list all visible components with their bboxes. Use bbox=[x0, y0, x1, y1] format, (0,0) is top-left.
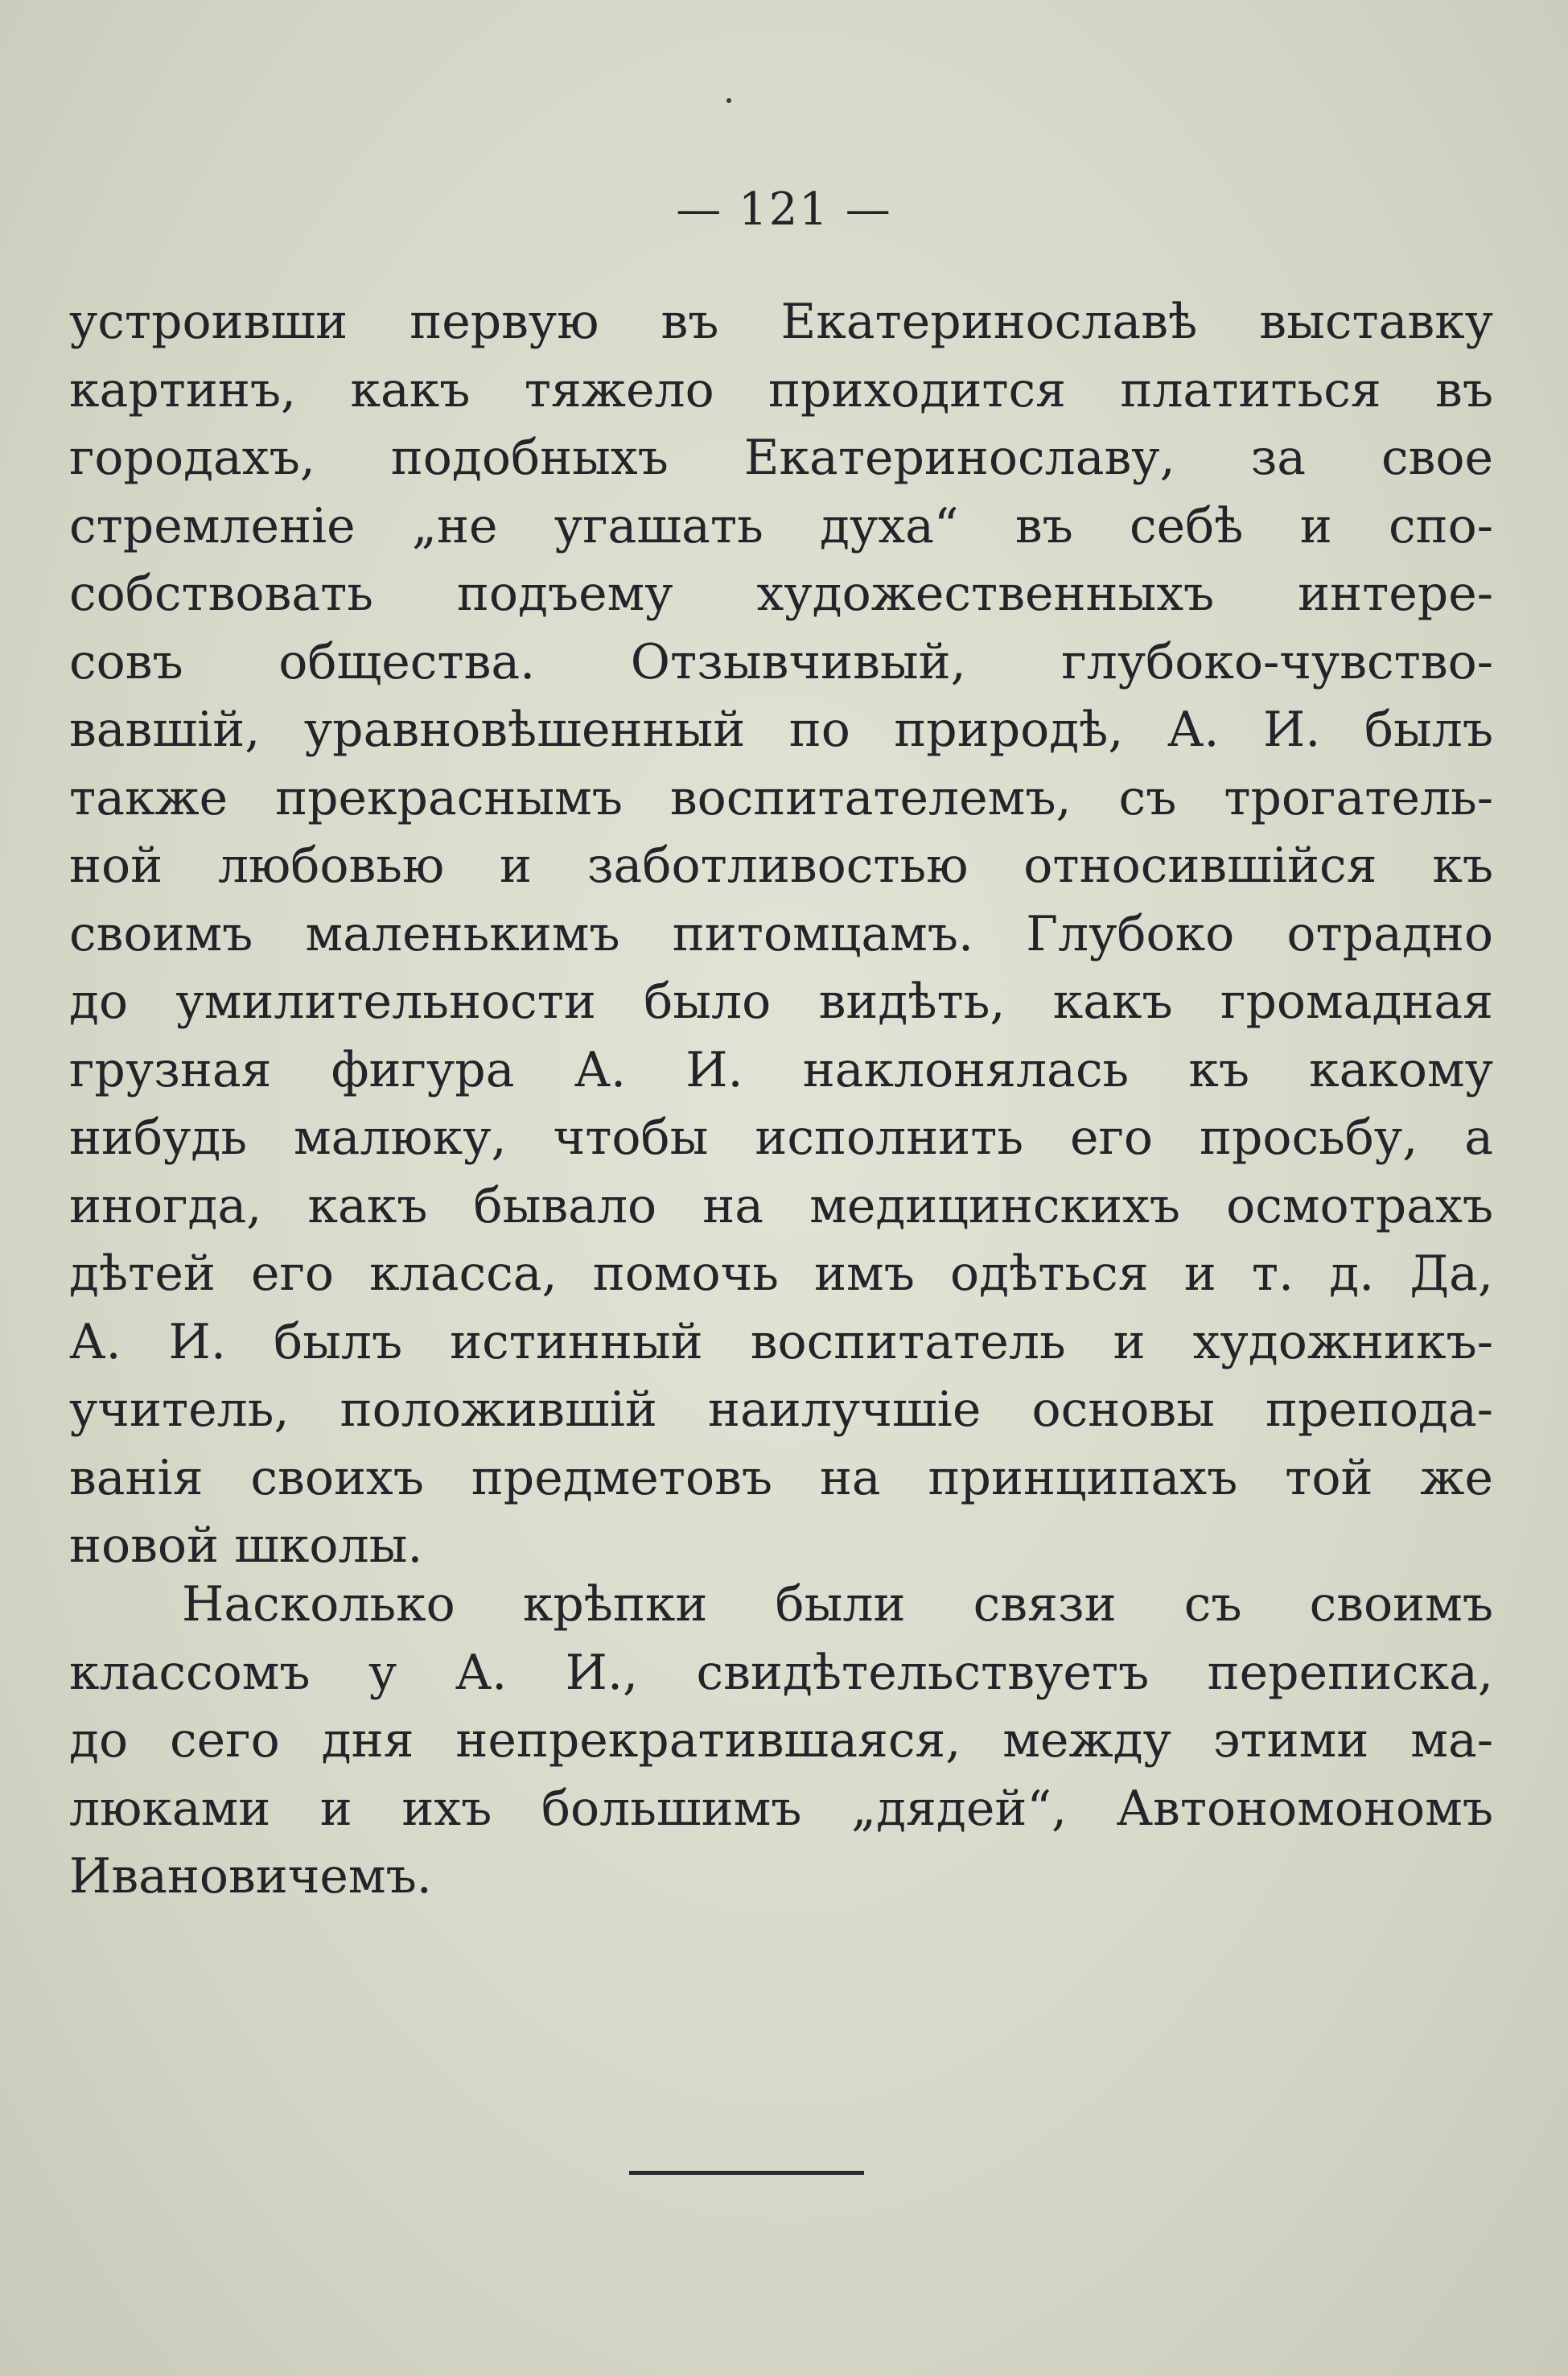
text-line: учитель, положившій наилучшіе основы препода- bbox=[69, 1382, 1493, 1438]
text-line: своимъ маленькимъ питомцамъ. Глубоко отрадно bbox=[69, 905, 1493, 962]
text-line: новой школы. bbox=[69, 1517, 423, 1574]
text-line: Ивановичемъ. bbox=[69, 1848, 432, 1905]
text-line: ной любовью и заботливостью относившійся къ bbox=[69, 838, 1493, 894]
text-line: до сего дня непрекратившаяся, между этими ма- bbox=[69, 1712, 1493, 1769]
end-rule-divider bbox=[629, 2171, 864, 2175]
text-line: люками и ихъ большимъ „дядей“, Автономономъ bbox=[69, 1780, 1493, 1837]
ink-speck bbox=[726, 98, 731, 103]
text-line: устроивши первую въ Екатеринославѣ выставку bbox=[69, 294, 1493, 350]
text-line: Насколько крѣпки были связи съ своимъ bbox=[182, 1576, 1493, 1633]
text-line: нибудь малюку, чтобы исполнить его просьбу, а bbox=[69, 1110, 1493, 1166]
text-line: картинъ, какъ тяжело приходится платиться въ bbox=[69, 361, 1493, 418]
text-line: дѣтей его класса, помочь имъ одѣться и т. д. Да, bbox=[69, 1246, 1493, 1302]
text-line: стремленіе „не угашать духа“ въ себѣ и спо- bbox=[69, 497, 1493, 554]
text-line: классомъ у А. И., свидѣтельствуетъ переписка, bbox=[69, 1644, 1493, 1701]
text-line: городахъ, подобныхъ Екатеринославу, за свое bbox=[69, 430, 1493, 486]
text-line: также прекраснымъ воспитателемъ, съ трогатель- bbox=[69, 769, 1493, 826]
text-line: вавшій, уравновѣшенный по природѣ, А. И. былъ bbox=[69, 702, 1493, 758]
text-line: до умилительности было видѣть, какъ громадная bbox=[69, 974, 1493, 1030]
paragraph-1 bbox=[69, 288, 1493, 1580]
text-line: собствовать подъему художественныхъ интере- bbox=[69, 566, 1493, 622]
text-line: иногда, какъ бывало на медицинскихъ осмотрахъ bbox=[69, 1177, 1493, 1234]
text-line: ванія своихъ предметовъ на принципахъ той же bbox=[69, 1449, 1493, 1506]
text-line: грузная фигура А. И. наклонялась къ какому bbox=[69, 1041, 1493, 1098]
text-line: совъ общества. Отзывчивый, глубоко-чувство- bbox=[69, 633, 1493, 690]
paragraph-2 bbox=[69, 1571, 1493, 1911]
page-number: — 121 — bbox=[676, 183, 892, 236]
text-line: А. И. былъ истинный воспитатель и художникъ- bbox=[69, 1313, 1493, 1370]
